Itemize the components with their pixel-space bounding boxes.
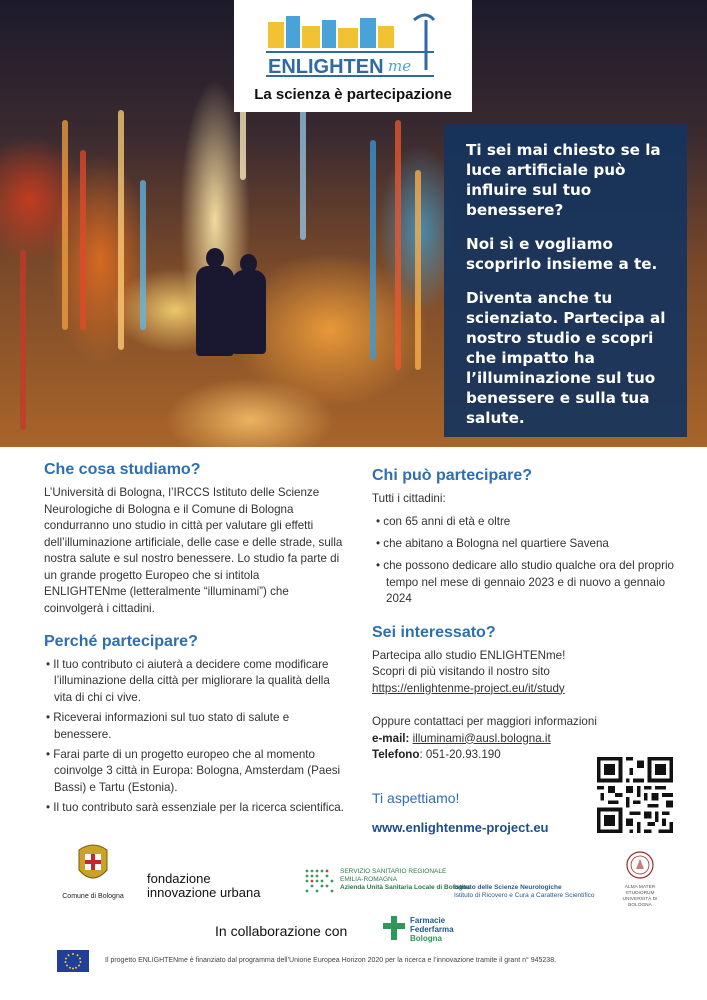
phone-value: : 051-20.93.190 [419,748,501,762]
contact-line: Oppure contattaci per maggiori informazioni [372,715,597,729]
farm-line-1: Farmacie [410,916,446,925]
question-box [444,124,687,437]
website-link[interactable]: www.enlightenme-project.eu [372,819,549,835]
list-item: • Il tuo contributo sarà essenziale per la ricerca scientifica. [44,800,344,816]
fondazione-line-1: fondazione [147,871,211,886]
question-3: Diventa anche tu scienziato. Partecipa al nostro studio e scopri che impatto ha l’illuminazione sul tuo benessere e sulla tua salute. [466,289,666,427]
ssr-logo [304,868,470,894]
unibo-seal-icon [625,850,655,880]
list-item: • con 65 anni di età e oltre [372,514,677,530]
study-text: L’Università di Bologna, l’IRCCS Istituto delle Scienze Neurologiche di Bologna e il Comune di Bologna condurranno uno studio in città per valutare gli effetti dell’illuminazione artificiale, delle case e delle strade, sulla nostra salute e sul nostro benessere. Lo studio fa parte di un grande progetto Europeo che si intitola ENLIGHTENme (letteralmente “illuminami”) che coinvolgerà i cittadini. [44,486,343,615]
comune-label: Comune di Bologna [62,893,124,900]
question-1: Ti sei mai chiesto se la luce artificiale può influire sul tuo benessere? [466,141,661,219]
email-link[interactable]: illuminami@ausl.bologna.it [412,731,551,745]
enlightenme-logo-icon [264,12,444,84]
project-logo [234,0,472,112]
fondazione-line-2: innovazione urbana [147,885,261,900]
list-item: • Farai parte di un progetto europeo che al momento coinvolge 3 città in Europa: Bologna, Amsterdam (Paesi Bassi) e Tartu (Estonia). [44,747,344,796]
isnb-logo [454,884,595,900]
funding-note: Il progetto ENLIGHTENme è finanziato dal programma dell’Unione Europea Horizon 2020 per la ricerca e l’innovazione tramite il grant n° 945238. [105,957,557,964]
email-label: e-mail: [372,731,410,745]
who-intro: Tutti i cittadini: [372,492,446,505]
ssr-dots-icon [304,868,336,894]
farm-line-2: Federfarma [410,925,454,934]
list-item: • che abitano a Bologna nel quartiere Savena [372,536,677,552]
list-item: • Il tuo contributo ci aiuterà a decidere come modificare l’illuminazione della città per migliorare la qualità della vita di chi ci vive. [44,657,344,706]
eu-flag-icon [57,950,89,972]
why-heading: Perché partecipare? [44,633,198,650]
isnb-line-2: Istituto di Ricovero e Cura a Carattere Scientifico [454,892,595,899]
study-heading: Che cosa studiamo? [44,461,201,478]
logo-text: ENLIGHTEN [268,56,384,78]
partner-logos [0,838,707,908]
unibo-line-1: ALMA MATER STUDIORUM [624,885,656,896]
left-column [44,461,344,821]
pharmacy-cross-icon [383,916,405,940]
list-item: • che possono dedicare allo studio qualche ora del proprio tempo nel mese di gennaio 2023 e di nuovo a gennaio 2024 [372,558,677,607]
greeting: Ti aspettiamo! [372,789,460,806]
why-list [44,657,344,817]
unibo-line-2: UNIVERSITÀ DI BOLOGNA [622,897,658,908]
interest-line-1: Partecipa allo studio ENLIGHTENme! [372,648,566,662]
qr-code-icon[interactable] [597,757,673,833]
ssr-line-3: Azienda Unità Sanitaria Locale di Bologna [340,884,471,891]
fondazione-logo [147,872,260,900]
question-2: Noi sì e vogliamo scoprirlo insieme a te. [466,235,658,273]
farm-line-3: Bologna [410,934,442,943]
tagline: La scienza è partecipazione [254,86,452,103]
footer [0,948,707,978]
ssr-line-2: EMILIA-ROMAGNA [340,876,398,883]
study-link[interactable]: https://enlightenme-project.eu/it/study [372,681,565,695]
logo-suffix: me [388,57,412,75]
interest-heading: Sei interessato? [372,623,496,641]
unibo-logo [612,850,668,909]
phone-label: Telefono [372,748,420,762]
list-item: • Riceverai informazioni sul tuo stato di salute e benessere. [44,710,344,743]
comune-crest-icon [75,840,111,888]
hero-image [0,0,707,447]
interest-line-2: Scopri di più visitando il nostro sito [372,665,550,679]
who-list [372,514,677,608]
comune-logo [58,840,128,901]
ssr-line-1: SERVIZIO SANITARIO REGIONALE [340,868,447,875]
collaboration-label: In collaborazione con [215,923,348,939]
isnb-line-1: Istituto delle Scienze Neurologiche [454,884,562,891]
who-heading: Chi può partecipare? [372,467,533,484]
federfarma-logo [383,916,454,943]
